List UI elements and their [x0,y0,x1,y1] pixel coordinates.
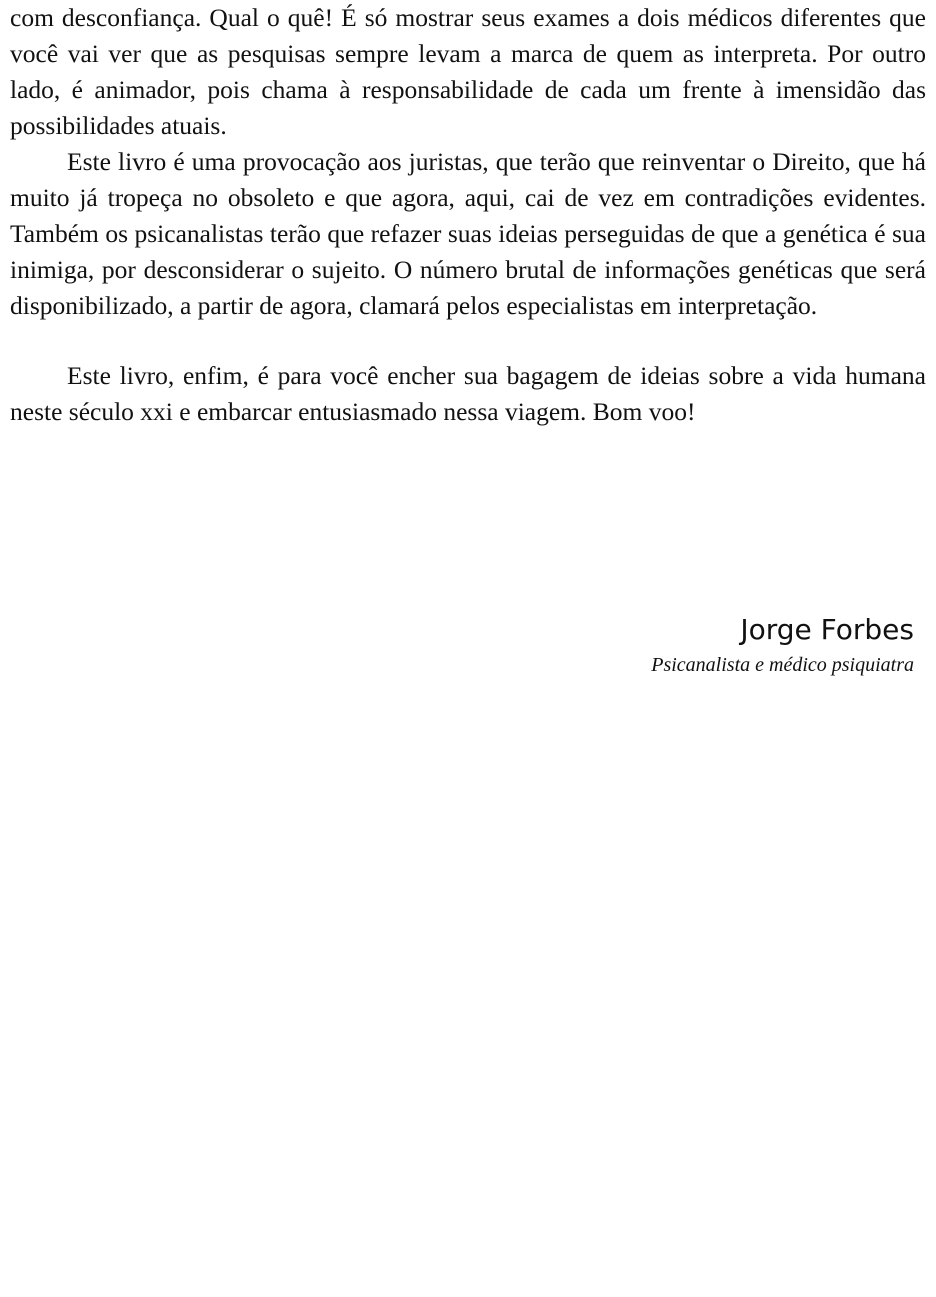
signature-block [651,610,914,680]
document-page [10,0,926,430]
paragraph-continuation: com desconfiança. Qual o quê! É só mostrar seus exames a dois médicos diferentes que você vai ver que as pesquisas sempre levam a marca de quem as interpreta. Por outro lado, é animador, pois chama à responsabilidade de cada um frente à imensidão das possibilidades atuais. [10,3,926,140]
paragraph-closing: Este livro, enfim, é para você encher sua bagagem de ideias sobre a vida humana neste século xxi e embarcar entusiasmado nessa viagem. Bom voo! [10,361,926,426]
paragraph-jurists: Este livro é uma provocação aos juristas, que terão que reinventar o Direito, que há muito já tropeça no obsoleto e que agora, aqui, cai de vez em contradições evidentes. Também os psicanalistas terão que refazer suas ideias perseguidas de que a genética é sua inimiga, por desconsiderar o sujeito. O número brutal de informações genéticas que será disponibilizado, a partir de agora, clamará pelos especialistas em interpretação. [10,147,926,320]
author-role: Psicanalista e médico psiquiatra [651,654,914,676]
author-name: Jorge Forbes [740,613,914,646]
